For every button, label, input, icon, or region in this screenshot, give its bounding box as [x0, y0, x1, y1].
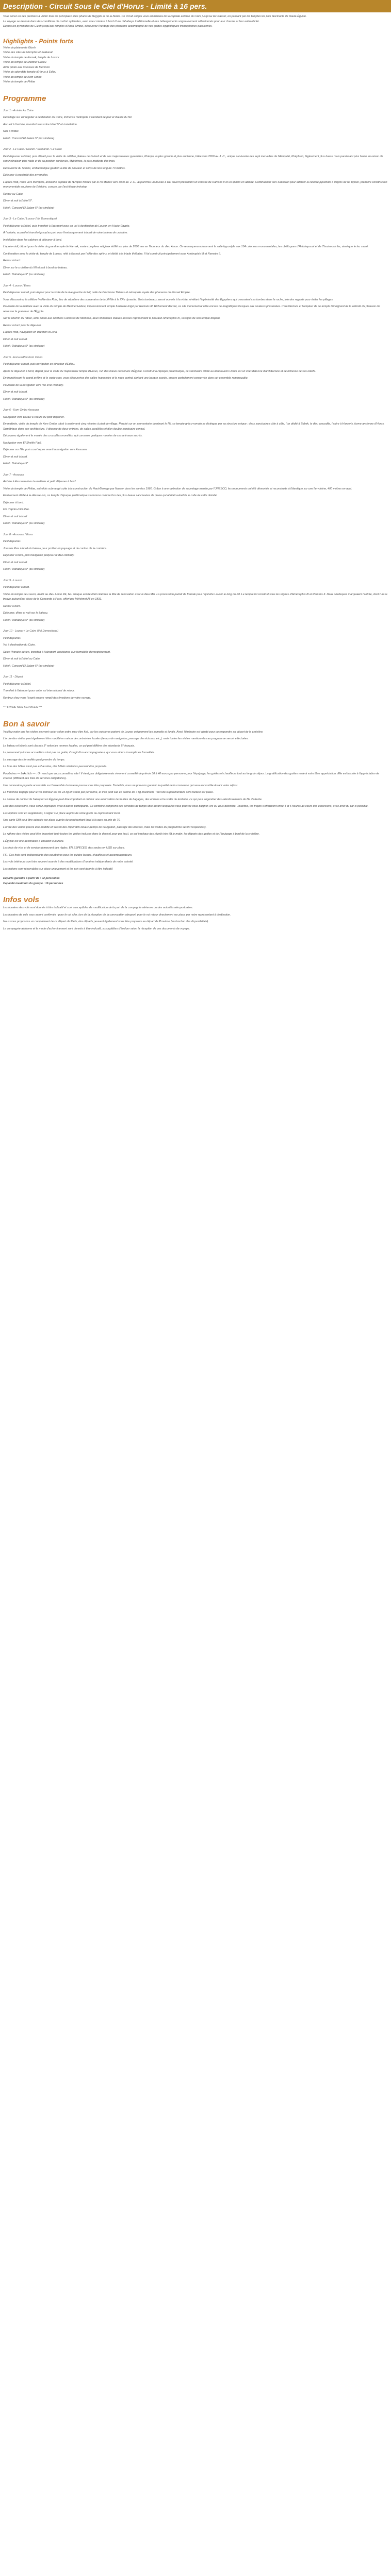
day-hotel: Hôtel : Concord El Salam 5* (ou similaire)	[3, 206, 55, 210]
intro-paragraph: Vous serez un des premiers à visiter tous les principaux sites phares de l'Egypte et de la Nubie. Ce circuit unique vous emmènera de la capitale animée du Caire jusqu'au lac Nasser, en passant par les temples les plus fascinants de Haute-Égypte.	[3, 15, 307, 18]
bon-a-savoir-item: Les options sont réservables sur place uniquement et les prix sont donnés à titre indicatif.	[3, 867, 113, 871]
bon-a-savoir-item: La liste des hôtels n'est pas exhaustive, des hôtels similaires peuvent être proposés.	[3, 765, 107, 768]
day-paragraph: Déjeuner à proximité des pyramides.	[3, 174, 48, 177]
highlight-item: Visite du temple de Karnak, temple de Louxor	[3, 56, 59, 59]
day-paragraph: L'après-midi, navigation en direction d'Esna.	[3, 331, 58, 334]
highlights-heading: Highlights - Points forts	[3, 37, 73, 45]
bon-a-savoir-item: Lors des excursions, vous serez regroupés avec d'autres participants. Ce combiné comprend des périodes de temps libre durant lesquelles vous pourrez vous baigner, lire ou vous détendre. Toutefois, les trajets s'effectuent entre 4 et 5 heures au cours des excursions, avec arrêt du car si possible.	[3, 805, 369, 808]
day-paragraph: Transfert à l'aéroport pour votre vol international de retour.	[3, 689, 75, 692]
day-paragraph: Dîner et nuit à bord.	[3, 515, 28, 518]
bon-a-savoir-item: Veuillez noter que les visites peuvent varier selon ordre pour être fixé, car les croisières partent de Louxor uniquement les samedis et lundis. Ainsi, l'itinéraire est ajusté pour correspondre au départ de la croisière.	[3, 730, 264, 734]
flight-info-list	[3, 906, 388, 931]
highlight-item: Visite du temple de Philae	[3, 80, 36, 83]
day-hotel: Hôtel : Concord El Salam 5* (ou similaire)	[3, 664, 55, 668]
day-hotel: Hôtel : Dahabeya 5* (ou similaire)	[3, 273, 45, 276]
day-paragraph: Visite du temple de Philae, autrefois submergé suite à la construction du Haut-Barrage par Nasser dans les années 1960. Grâce à une opération de sauvetage menée par l'UNESCO, les monuments ont été démontés et reconstruits à l'identique sur une île voisine, 400 mètres en aval.	[3, 487, 352, 490]
bon-a-savoir-heading: Bon à savoir	[3, 719, 50, 728]
day-block	[3, 675, 388, 701]
day-paragraph: Sur le chemin du retour, arrêt photo aux célèbres Colosses de Memnon, deux immenses statues assises représentant le pharaon Aménophis III, vestiges de son temple disparu.	[3, 317, 221, 320]
bon-a-savoir-item: Pourboires — bakchich — : Un rend que vous connaîtrez vite ! Il n'est pas obligatoire mais vivement conseillé de prévoir 30 à 40 euros par personne pour l'équipage, les guides et chauffeurs tout au long du séjour. La gratification des guides reste à votre libre appréciation. Elle est laissée à l'appréciation de chacun (différent des frais de services obligatoires).	[3, 772, 380, 780]
page-title-banner: Description - Circuit Sous le Ciel d'Horus - Limité à 16 pers.	[0, 0, 391, 12]
bon-a-savoir-item: FS : Ces frais sont indépendants des pourboires pour les guides locaux, chauffeurs et accompagnateurs.	[3, 853, 133, 857]
day-paragraph: Selon l'horaire aérien, transfert à l'aéroport, assistance aux formalités d'enregistrement.	[3, 650, 111, 654]
day-paragraph: Visite du temple de Louxor, dédié au dieu Amon Rê, lieu chaque année était célébrée la fête de rénovation avec le dieu Min. La procession partait de Karnak pour rejoindre Louxor le long du Nil. Le temple fut construit sous les règnes d'Aménophis III et Ramsès II. Deux obélisques marquaient l'entrée, dont l'un se trouve aujourd'hui place de la Concorde à Paris, offert par Méhémet Ali en 1831.	[3, 592, 388, 601]
bon-a-savoir-item: L'ordre des visites pourra être modifié en raison des impératifs locaux (temps de navigation, passage des écluses, mais les visites du programme seront respectées).	[3, 825, 207, 829]
day-title: Jour 2 - Le Caire / Guizeh / Sakkarah / Le Caire	[3, 148, 62, 151]
day-title: Jour 10 - Louxor / Le Caire (Vol Domestique)	[3, 630, 59, 633]
highlight-item: Visite du temple de Kom Ombo	[3, 75, 42, 79]
day-title: Jour 5 - Esna Edfou Kom Ombo	[3, 355, 43, 359]
day-block	[3, 109, 388, 142]
day-paragraph: Rentrez chez vous l'esprit encore rempli des émotions de votre voyage.	[3, 696, 91, 700]
day-paragraph: Journée libre à bord du bateau pour profiter du paysage et du confort de la croisière.	[3, 547, 107, 550]
highlight-item: Visite du plateau de Gizeh	[3, 46, 36, 49]
bon-a-savoir-item: Une connexion payante accessible sur l'ensemble du bateau pourra vous être proposée. Toutefois, nous ne pouvons garantir la qualité de la connexion qui sera accessible durant votre séjour.	[3, 784, 238, 787]
day-paragraph: Vol à destination du Caire.	[3, 643, 36, 647]
intro-paragraph: Le voyage se déroule dans des conditions de confort optimales, avec une croisière à bord d'une dahabeya traditionnelle et des hébergements soigneusement sélectionnés pour leur charme et leur authenticité.	[3, 20, 259, 23]
day-block	[3, 533, 388, 572]
day-paragraph: Dîner et nuit à bord.	[3, 337, 28, 341]
day-hotel: Hôtel : Dahabeya 5* (ou similaire)	[3, 568, 45, 571]
day-paragraph: Retour à bord.	[3, 604, 21, 608]
day-paragraph: Petit déjeuner.	[3, 636, 21, 640]
bon-a-savoir-item: Le rythme des visites peut être important (voir toutes les visites incluses dans la devise) pour par jour), ce qui implique des réveils très tôt le matin, les départs des guides et de l'équipage à bord de la croisière.	[3, 833, 260, 836]
day-paragraph: Dîner sur le croisière du Nil et nuit à bord du bateau.	[3, 266, 68, 269]
programme-days	[3, 109, 388, 701]
bon-a-savoir-item: Les frais de visa et de service demeurent des règles. EN ESPECES, des seules en USD sur place.	[3, 846, 125, 850]
day-block	[3, 408, 388, 467]
day-title: Jour 11 - Départ	[3, 675, 23, 679]
flight-info-item: Nous vous proposons un complément de ce départ de Paris, des départs peuvent également vous être proposés au départ de Province (en fonction des disponibilités).	[3, 920, 209, 923]
day-paragraph: Dîner et nuit à l'hôtel au Caire.	[3, 657, 41, 660]
day-paragraph: Dîner et nuit à bord.	[3, 391, 28, 394]
day-block	[3, 217, 388, 278]
day-hotel: Hôtel : Dahabeya 5* (ou similaire)	[3, 618, 45, 622]
highlight-item: Arrêt photo aux Colosses de Memnon	[3, 65, 50, 69]
bon-a-savoir-item: Le bateau et hôtels sont classés 5* selon les normes locales, ce qui peut différer des standards 5* français.	[3, 744, 135, 748]
flight-info-heading: Infos vols	[3, 895, 40, 904]
day-paragraph: Poursuite de la navigation vers l'île d'Ali Ramady.	[3, 383, 64, 387]
day-paragraph: Découvrez également le musée des crocodiles momifiés, qui conserve quelques momies de ces animaux sacrés.	[3, 434, 143, 437]
day-paragraph: Navigation vers El Sheikh Fadl.	[3, 441, 42, 445]
flight-info-item: La compagnie aérienne et le mode d'acheminement sont donnés à titre indicatif, susceptibles d'évoluer selon la réception de vos documents de voyage.	[3, 927, 190, 930]
bon-a-savoir-item: Le niveau de confort de l'aéroport en Égypte peut être important et obtenir une autorisation de fouilles de bagages, des entrées et la sortie du territoire, ce qui peut engendrer des ralentissements de file d'attente.	[3, 798, 263, 801]
end-of-services: *** FIN DE NOS SERVICES ***	[3, 706, 42, 709]
group-capacity: Capacité maximum du groupe : 16 personnes	[3, 882, 63, 885]
day-block	[3, 355, 388, 402]
day-paragraph: Petit déjeuner à bord.	[3, 586, 30, 589]
highlight-item: Visite du temple de Médinet Habou	[3, 61, 46, 64]
day-title: Jour 3 - Le Caire / Louxor (Vol Domestique)	[3, 217, 57, 221]
bon-a-savoir-item: La franchise bagage pour le vol intérieur est de 23 kg en soute par personne, et d'un petit sac en cabine de 7 kg maximum. Tout kilo supplémentaire sera facturé sur place.	[3, 791, 214, 794]
day-paragraph: Dîner et nuit à l'hôtel 5*.	[3, 199, 33, 202]
day-paragraph: L'après-midi, route vers Memphis, ancienne capitale de l'Empire fondée par le roi Ménès vers 3000 av. J.-C., aujourd'hui un musée à ciel ouvert présentant un colosse de Ramsès II et un sphinx en albâtre. Continuation vers Sakkarah pour admirer la célèbre pyramide à degrés du roi Djoser, première construction monumentale en pierre de l'histoire, conçue par l'architecte Imhotep.	[3, 180, 387, 189]
bon-a-savoir-list	[3, 730, 388, 872]
content	[0, 12, 391, 931]
day-hotel: Hôtel : Dahabeya 5* (ou similaire)	[3, 397, 45, 401]
day-title: Jour 4 - Louxor / Esna	[3, 284, 31, 287]
day-paragraph: Après le déjeuner à bord, départ pour la visite du majestueux temple d'Horus, l'un des mieux conservés d'Égypte. Construit à l'époque ptolémaïque, ce sanctuaire dédié au dieu faucon Horus est un chef-d'œuvre d'architecture et de richesse de ses reliefs.	[3, 369, 316, 373]
day-paragraph: Petit déjeuner à bord, puis départ pour la visite de la rive gauche du Nil, celle de l'ancienne Thèbes et nécropole royale des pharaons du Nouvel Empire.	[3, 291, 191, 294]
day-title: Jour 6 - Kom Ombo Assouan	[3, 409, 39, 412]
day-paragraph: Installation dans les cabines et déjeuner à bord.	[3, 238, 62, 242]
day-hotel: Hôtel : Dahabeya 5* (ou similaire)	[3, 345, 45, 348]
bon-a-savoir-item: Le passage des formalités peut prendre du temps.	[3, 758, 66, 761]
day-paragraph: Retour au Caire.	[3, 192, 24, 196]
day-paragraph: Entièrement dédié à la déesse Isis, ce temple d'époque ptolémaïque s'annonce comme l'un des plus beaux sanctuaires de pierre qui abritait autrefois le culte de cette divinité.	[3, 494, 218, 497]
highlight-item: Visite du splendide temple d'Horus à Edfou	[3, 71, 56, 74]
day-paragraph: Découverte du Sphinx, emblématique gardien à tête de pharaon et corps de lion long de 73 mètres.	[3, 166, 126, 170]
day-paragraph: Déjeuner, dîner et nuit sur le bateau.	[3, 612, 48, 615]
day-title: Jour 8 - Assouan / Esna	[3, 533, 33, 536]
day-block	[3, 284, 388, 349]
day-paragraph: Dîner et nuit à bord.	[3, 455, 28, 459]
day-paragraph: Déjeuner à bord, puis navigation jusqu'à l'île d'El Ramady.	[3, 554, 75, 557]
departures-min: Départs garantis à partir de : 02 personnes	[3, 877, 60, 880]
day-paragraph: Petit déjeuner à bord, puis navigation en direction d'Edfou.	[3, 363, 75, 366]
day-paragraph: Arrivée à Assouan dans la matinée et petit déjeuner à bord.	[3, 480, 76, 483]
day-paragraph: Petit déjeuner.	[3, 540, 21, 543]
day-paragraph: Vous découvrirez la célèbre Vallée des Rois, lieu de sépulture des souverains de la XVIIIe à la XXe dynastie. Trois tombeaux seront ouverts à la visite, révélant l'ingéniosité des Égyptiens qui creusaient ces tombes dans la roche, loin des regards pour éviter les pillages.	[3, 298, 334, 301]
day-paragraph: Petit déjeuner à l'hôtel.	[3, 682, 31, 686]
intro-section	[3, 14, 388, 29]
day-paragraph: Déjeuner à bord.	[3, 501, 24, 504]
bon-a-savoir-item: Le personnel qui vous accueillera n'est pas un guide, il s'agit d'un accompagnateur, qui vous aidera à remplir les formalités.	[3, 751, 155, 754]
bon-a-savoir-item: L'Égypte est une destination à vocation culturelle.	[3, 839, 64, 843]
day-paragraph: En franchissant le grand pylône et le vaste cour, vous découvrirez des salles hypostyles et le naos central abritant une barque sacrée, encore parfaitement conservée dans cet ensemble remarquable.	[3, 377, 249, 380]
day-paragraph: Navigation vers Daraw à l'heure du petit déjeuner.	[3, 415, 65, 419]
day-block	[3, 629, 388, 669]
day-block	[3, 147, 388, 211]
day-title: Jour 1 - Arrivée Au Caire	[3, 109, 34, 112]
flight-info-item: Les horaires des vols sont donnés à titre indicatif et sont susceptibles de modification de la part de la compagnie aérienne ou des autorités aéroportuaires.	[3, 906, 193, 909]
intro-paragraph: Depuis les pyramides de Gizeh jusqu'aux temples d'Abou Simbel, découvrez l'héritage des pharaons accompagné de nos guides égyptologues francophones passionnés.	[3, 25, 213, 28]
day-paragraph: Petit déjeuner à l'hôtel, puis départ pour la visite du célèbre plateau de Guizeh et de ses majestueuses pyramides, Khéops, la plus grande et plus ancienne, bâtie vers 2650 av. J.-C., unique survivante des sept merveilles de l'Antiquité, Khéphren, légèrement plus basse mais paraissant plus haute en raison de son inclinaison plus raide et de sa position surélevée, Mykérinos, la plus modeste des trois.	[3, 155, 383, 163]
programme-heading: Programme	[3, 94, 46, 103]
day-paragraph: Nuit à l'hôtel.	[3, 130, 19, 133]
highlights-list	[3, 46, 388, 85]
day-hotel: Hôtel : Dahabeya 5*	[3, 462, 28, 465]
day-title: Jour 7 - Assouan	[3, 473, 24, 477]
bon-a-savoir-item: Les options sont en supplément, à régler sur place auprès de votre guide ou représentant local.	[3, 811, 121, 815]
bon-a-savoir-item: Une carte SIM peut être achetée sur place auprès du représentant local à la gare au prix de 7€.	[3, 819, 121, 822]
day-paragraph: Retour à bord pour le déjeuner.	[3, 324, 42, 327]
day-paragraph: Accueil à l'arrivée, transfert vers votre hôtel 5* et installation.	[3, 123, 78, 126]
day-title: Jour 9 - Louxor	[3, 579, 22, 582]
day-block	[3, 473, 388, 527]
highlight-item: Visite des sites de Memphis et Sakkarah	[3, 51, 53, 54]
day-hotel: Hôtel : Dahabeya 5* (ou similaire)	[3, 522, 45, 525]
day-paragraph: L'après-midi, départ pour la visite du grand temple de Karnak, vaste complexe religieux édifié sur plus de 2000 ans en l'honneur du dieu Amon. On remarquera notamment la salle hypostyle aux 134 colonnes monumentales, les obélisques d'Hatchepsout et de Thoutmosis Ier, ainsi que le lac sacré.	[3, 245, 369, 248]
day-paragraph: Continuation avec la visite du temple de Louxor, relié à Karnak par l'allée des sphinx, et dédié à la triade thébaine. Il fut construit principalement sous Aménophis III et Ramsès II.	[3, 252, 221, 256]
flight-info-item: Les horaires de vols vous seront confirmés : pour le vol aller, lors de la réception de la convocation aéroport, pour le vol retour directement sur place par notre représentant à destination.	[3, 913, 231, 917]
bon-a-savoir-item: Les vols intérieurs sont très souvent soumis à des modifications d'horaires indépendants de notre volonté.	[3, 860, 134, 863]
day-paragraph: Déjeuner sur l'île, puis court repos avant la navigation vers Assouan.	[3, 448, 88, 451]
day-paragraph: Dîner et nuit à bord.	[3, 561, 28, 564]
day-paragraph: Petit déjeuner à l'hôtel, puis transfert à l'aéroport pour un vol à destination de Louxor, en Haute-Égypte.	[3, 224, 130, 228]
bon-a-savoir-item: L'ordre des visites peut également être modifié en raison de contraintes locales (temps de navigation, passage des écluses, etc.), mais toutes les visites mentionnées au programme seront effectuées.	[3, 737, 249, 740]
day-paragraph: Retour à bord.	[3, 259, 21, 262]
day-paragraph: Fin d'après-midi libre.	[3, 508, 30, 511]
day-paragraph: Poursuite de la matinée avec la visite du temple de Médinet Habou, impressionnant temple funéraire érigé par Ramsès III. Richement décoré, ce site monumental offre encore de magnifiques fresques aux couleurs préservées. L'architecture et l'ampleur de ce temple témoignent de la volonté du pharaon de retrouver la grandeur de l'Égypte.	[3, 305, 380, 313]
day-paragraph: À l'arrivée, accueil et transfert jusqu'au port pour l'embarquement à bord de votre bateau de croisière.	[3, 231, 128, 234]
day-hotel: Hôtel : Concord El Salam 5* (ou similaire)	[3, 137, 55, 140]
day-paragraph: Décollage sur vol régulier à destination du Caire, immense métropole s'étendant de part et d'autre du Nil.	[3, 116, 133, 119]
day-paragraph: En matinée, visite du temple de Kom Ombo, situé à seulement cinq minutes à pied du village. Perché sur un promontoire dominant le Nil, ce temple gréco-romain se distingue par sa structure unique : deux sanctuaires côte à côte, l'un dédié à Sobek, le dieu crocodile, l'autre à Haroeris, forme ancienne d'Horus. Symétrique dans son architecture, il dispose de deux entrées, de salles parallèles et d'un double sanctuaire central.	[3, 422, 385, 431]
day-block	[3, 579, 388, 623]
